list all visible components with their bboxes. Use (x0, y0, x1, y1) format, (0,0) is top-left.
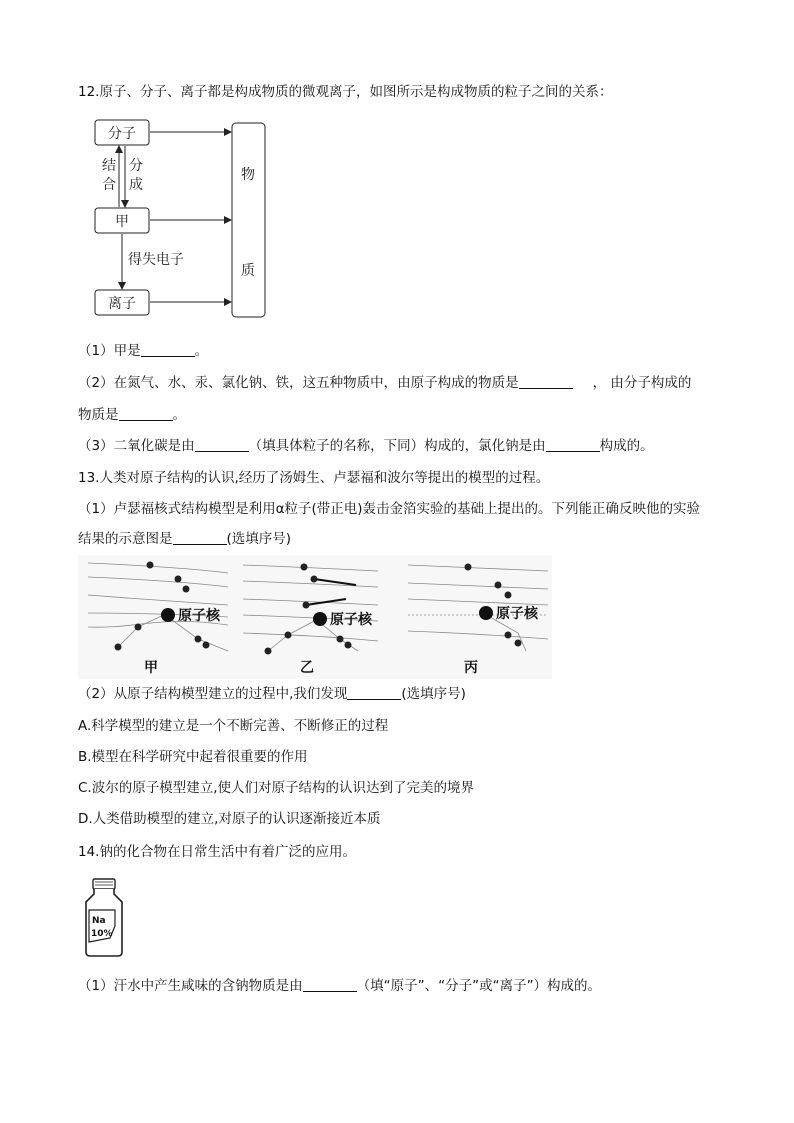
substance-box (232, 123, 265, 317)
answer-blank[interactable] (546, 437, 600, 452)
answer-blank[interactable] (195, 437, 249, 452)
bottle-label-na: Na (92, 916, 106, 926)
q12-part1: （1）甲是 。 (78, 343, 209, 359)
q13-option-c: C.波尔的原子模型建立,使人们对原子结构的认识达到了完美的境界 (78, 780, 475, 796)
answer-blank[interactable] (119, 406, 173, 421)
combine-char-1: 结 (102, 158, 116, 174)
nucleus-dot (479, 606, 493, 620)
jia-label: 甲 (115, 214, 129, 230)
q12-part3: （3）二氧化碳是由 （填具体粒子的名称，下同）构成的，氯化钠是由 构成的。 (78, 438, 654, 454)
panel-label-jia: 甲 (144, 660, 158, 676)
answer-blank[interactable] (519, 374, 573, 389)
bottle-label-percent: 10% (91, 929, 113, 939)
q13-part2: （2）从原子结构模型建立的过程中,我们发现 (选填序号) (78, 686, 466, 702)
nucleus-dot (161, 608, 175, 622)
bottle-image (82, 878, 126, 958)
q13-part1a: （1）卢瑟福核式结构模型是利用α粒子(带正电)轰击金箔实验的基础上提出的。下列能正确反映他的实验 (78, 501, 701, 517)
panel-label-bing: 丙 (464, 660, 478, 676)
nucleus-dot (313, 612, 327, 626)
q14-stem: 14.钠的化合物在日常生活中有着广泛的应用。 (78, 844, 356, 860)
split-char-2: 成 (129, 177, 143, 193)
answer-blank[interactable] (173, 530, 227, 545)
particle-relationship-diagram (88, 112, 278, 324)
nucleus-label: 原子核 (178, 608, 220, 624)
substance-char-2: 质 (241, 263, 255, 279)
answer-blank[interactable] (303, 977, 357, 992)
q14-part1: （1）汗水中产生咸味的含钠物质是由 （填“原子”、“分子”或“离子”）构成的。 (78, 978, 602, 994)
q13-option-a: A.科学模型的建立是一个不断完善、不断修正的过程 (78, 718, 389, 734)
q13-part1b: 结果的示意图是 (选填序号) (78, 531, 292, 547)
q13-stem: 13.人类对原子结构的认识,经历了汤姆生、卢瑟福和波尔等提出的模型的过程。 (78, 470, 550, 486)
nucleus-label: 原子核 (330, 612, 372, 628)
electron-label: 得失电子 (128, 252, 184, 268)
split-char-1: 分 (129, 158, 143, 174)
q13-option-b: B.模型在科学研究中起着很重要的作用 (78, 749, 308, 765)
q13-option-d: D.人类借助模型的建立,对原子的认识逐渐接近本质 (78, 811, 381, 827)
combine-char-2: 合 (102, 177, 116, 193)
molecule-label: 分子 (108, 126, 136, 142)
answer-blank[interactable] (141, 342, 195, 357)
q12-part2: （2）在氮气、水、汞、氯化钠、铁，这五种物质中，由原子构成的物质是 ， 由分子构成的 (78, 375, 692, 391)
nucleus-label: 原子核 (496, 606, 538, 622)
panel-label-yi: 乙 (300, 660, 314, 676)
alpha-scattering-figure (78, 555, 552, 679)
q12-part2b: 物质是 。 (78, 407, 186, 423)
ion-label: 离子 (108, 296, 136, 312)
answer-blank[interactable] (347, 685, 401, 700)
q12-stem: 12.原子、分子、离子都是构成物质的微观离子，如图所示是构成物质的粒子之间的关系： (78, 84, 613, 100)
substance-char-1: 物 (241, 167, 255, 183)
